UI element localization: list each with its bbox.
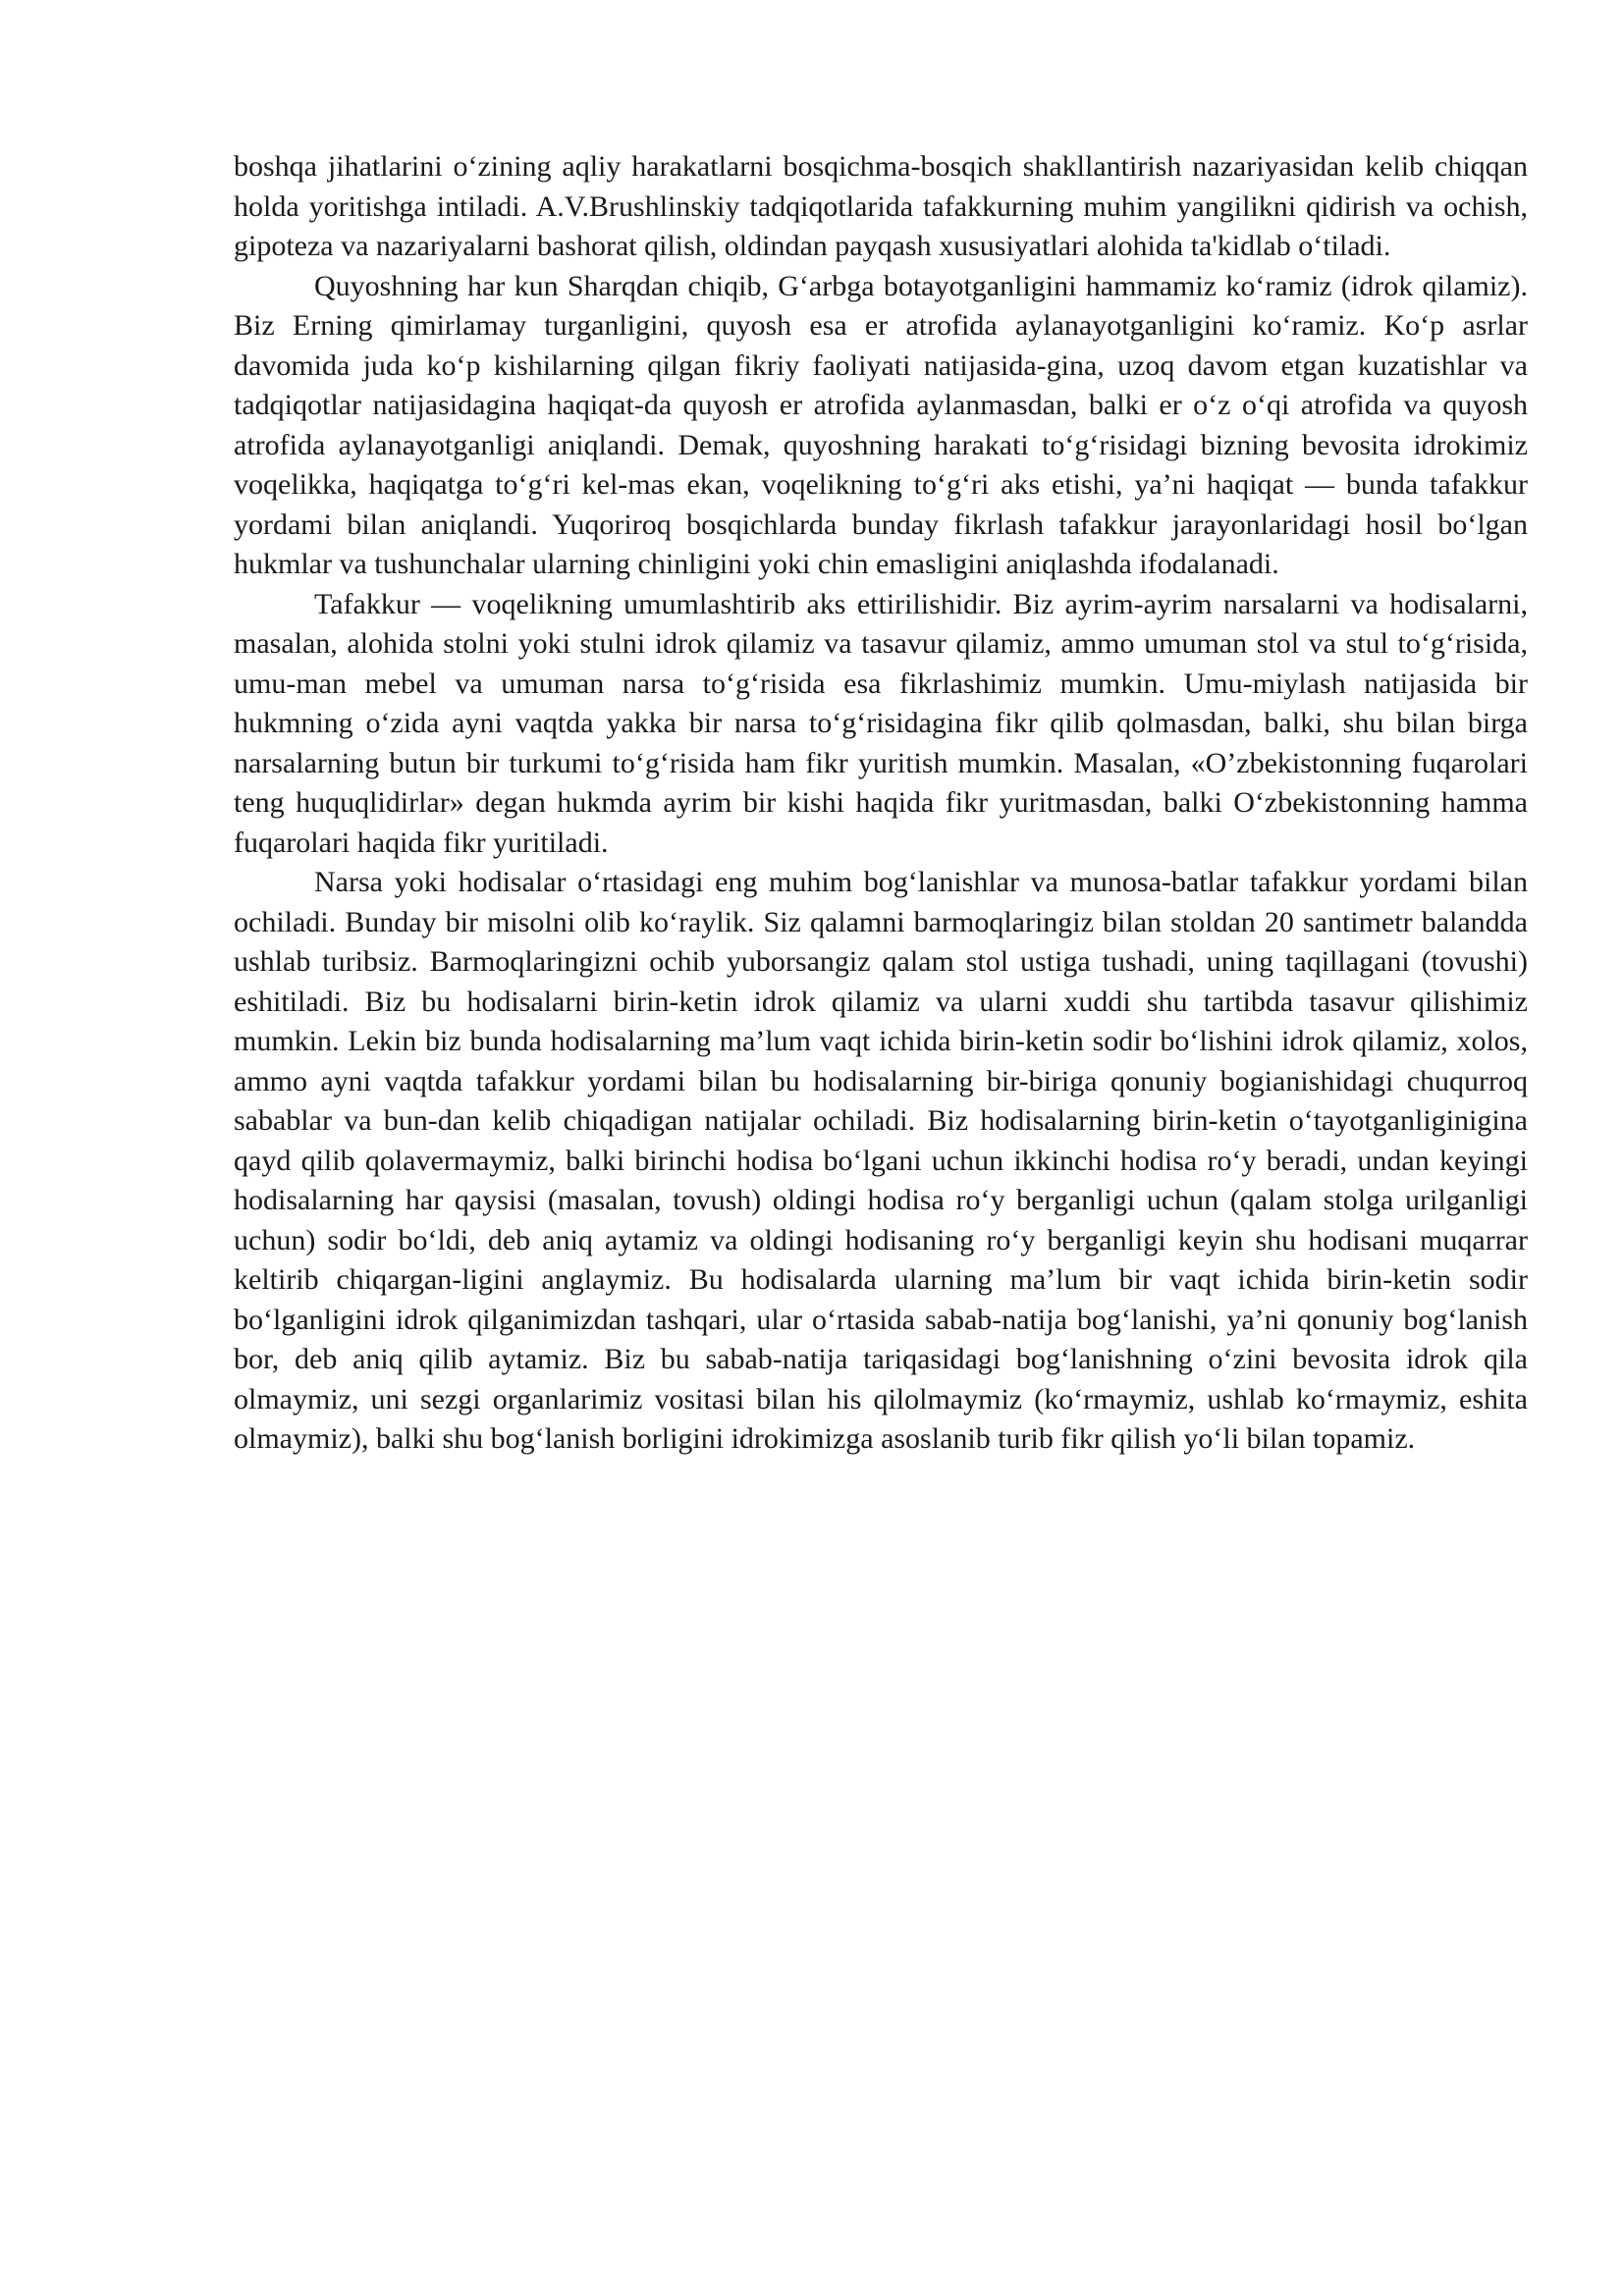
paragraph-thinking-generalization: Tafakkur — voqelikning umumlashtirib aks ettirilishidir. Biz ayrim-ayrim narsalarni va hodisalarni, masalan, alohida stolni yoki stulni idrok qilamiz va tasavur qilamiz, ammo umuman stol va stul to‘g‘risida, umu-man mebel va umuman narsa to‘g‘risida esa fikrlashimiz mumkin. Umu-miylash natijasida bir hukmning o‘zida ayni vaqtda yakka bir narsa to‘g‘risidagina fikr qilib qolmasdan, balki, shu bilan birga narsalarning butun bir turkumi to‘g‘risida ham fikr yuritish mumkin. Masalan, «O’zbekistonning fuqarolari teng huquqlidirlar» degan hukmda ayrim bir kishi haqida fikr yuritmasdan, balki O‘zbekistonning hamma fuqarolari haqida fikr yuritiladi. — [234, 587, 1528, 859]
paragraph-sun-observation: Quyoshning har kun Sharqdan chiqib, G‘arbga botayotganligini hammamiz ko‘ramiz (idrok qilamiz). Biz Erning qimirlamay turganligini, quyosh esa er atrofida aylanayotganligini ko‘ramiz. Ko‘p asrlar davomida juda ko‘p kishilarning qilgan fikriy faoliyati natijasida-gina, uzoq davom etgan kuzatishlar va tadqiqotlar natijasidagina haqiqat-da quyosh er atrofida aylanmasdan, balki er o‘z o‘qi atrofida va quyosh atrofida aylanayotganligi aniqlandi. Demak, quyoshning harakati to‘g‘risidagi bizning bevosita idrokimiz voqelikka, haqiqatga to‘g‘ri kel-mas ekan, voqelikning to‘g‘ri aks etishi, ya’ni haqiqat — bunda tafakkur yordami bilan aniqlandi. Yuqoriroq bosqichlarda bunday fikrlash tafakkur jarayonlaridagi hosil bo‘lgan hukmlar va tushunchalar ularning chinligini yoki chin emasligini aniqlashda ifodalanadi. — [234, 269, 1528, 580]
paragraph-cause-effect: Narsa yoki hodisalar o‘rtasidagi eng muhim bog‘lanishlar va munosa-batlar tafakkur yordami bilan ochiladi. Bunday bir misolni olib ko‘raylik. Siz qalamni barmoqlaringiz bilan stoldan 20 santimetr balandda ushlab turibsiz. Barmoqlaringizni ochib yuborsangiz qalam stol ustiga tushadi, uning taqillagani (tovushi) eshitiladi. Biz bu hodisalarni birin-ketin idrok qilamiz va ularni xuddi shu tartibda tasavur qilishimiz mumkin. Lekin biz bunda hodisalarning ma’lum vaqt ichida birin-ketin sodir bo‘lishini idrok qilamiz, xolos, ammo ayni vaqtda tafakkur yordami bilan bu hodisalarning bir-biriga qonuniy bogianishidagi chuqurroq sabablar va bun-dan kelib chiqadigan natijalar ochiladi. Biz hodisalarning birin-ketin o‘tayotganliginigina qayd qilib qolavermaymiz, balki birinchi hodisa bo‘lgani uchun ikkinchi hodisa ro‘y beradi, undan keyingi hodisalarning har qaysisi (masalan, tovush) oldingi hodisa ro‘y berganligi uchun (qalam stolga urilganligi uchun) sodir bo‘ldi, deb aniq aytamiz va oldingi hodisaning ro‘y berganligi keyin shu hodisani muqarrar keltirib chiqargan-ligini anglaymiz. Bu hodisalarda ularning ma’lum bir vaqt ichida birin-ketin sodir bo‘lganligini idrok qilganimizdan tashqari, ular o‘rtasida sabab-natija bog‘lanishi, ya’ni qonuniy bog‘lanish bor, deb aniq qilib aytamiz. Biz bu sabab-natija tariqasidagi bog‘lanishning o‘zini bevosita idrok qila olmaymiz, uni sezgi organlarimiz vositasi bilan his qilolmaymiz (ko‘rmaymiz, ushlab ko‘rmaymiz, eshita olmaymiz), balki shu bog‘lanish borligini idrokimizga asoslanib turib fikr qilish yo‘li bilan topamiz. — [234, 866, 1528, 1455]
document-body — [234, 147, 1528, 1460]
paragraph-continuation: boshqa jihatlarini o‘zining aqliy harakatlarni bosqichma-bosqich shakllantirish nazariyasidan kelib chiqqan holda yoritishga intiladi. A.V.Brushlinskiy tadqiqotlarida tafakkurning muhim yangilikni qidirish va ochish, gipoteza va nazariyalarni bashorat qilish, oldindan payqash xususiyatlari alohida ta'kidlab o‘tiladi. — [234, 150, 1528, 262]
